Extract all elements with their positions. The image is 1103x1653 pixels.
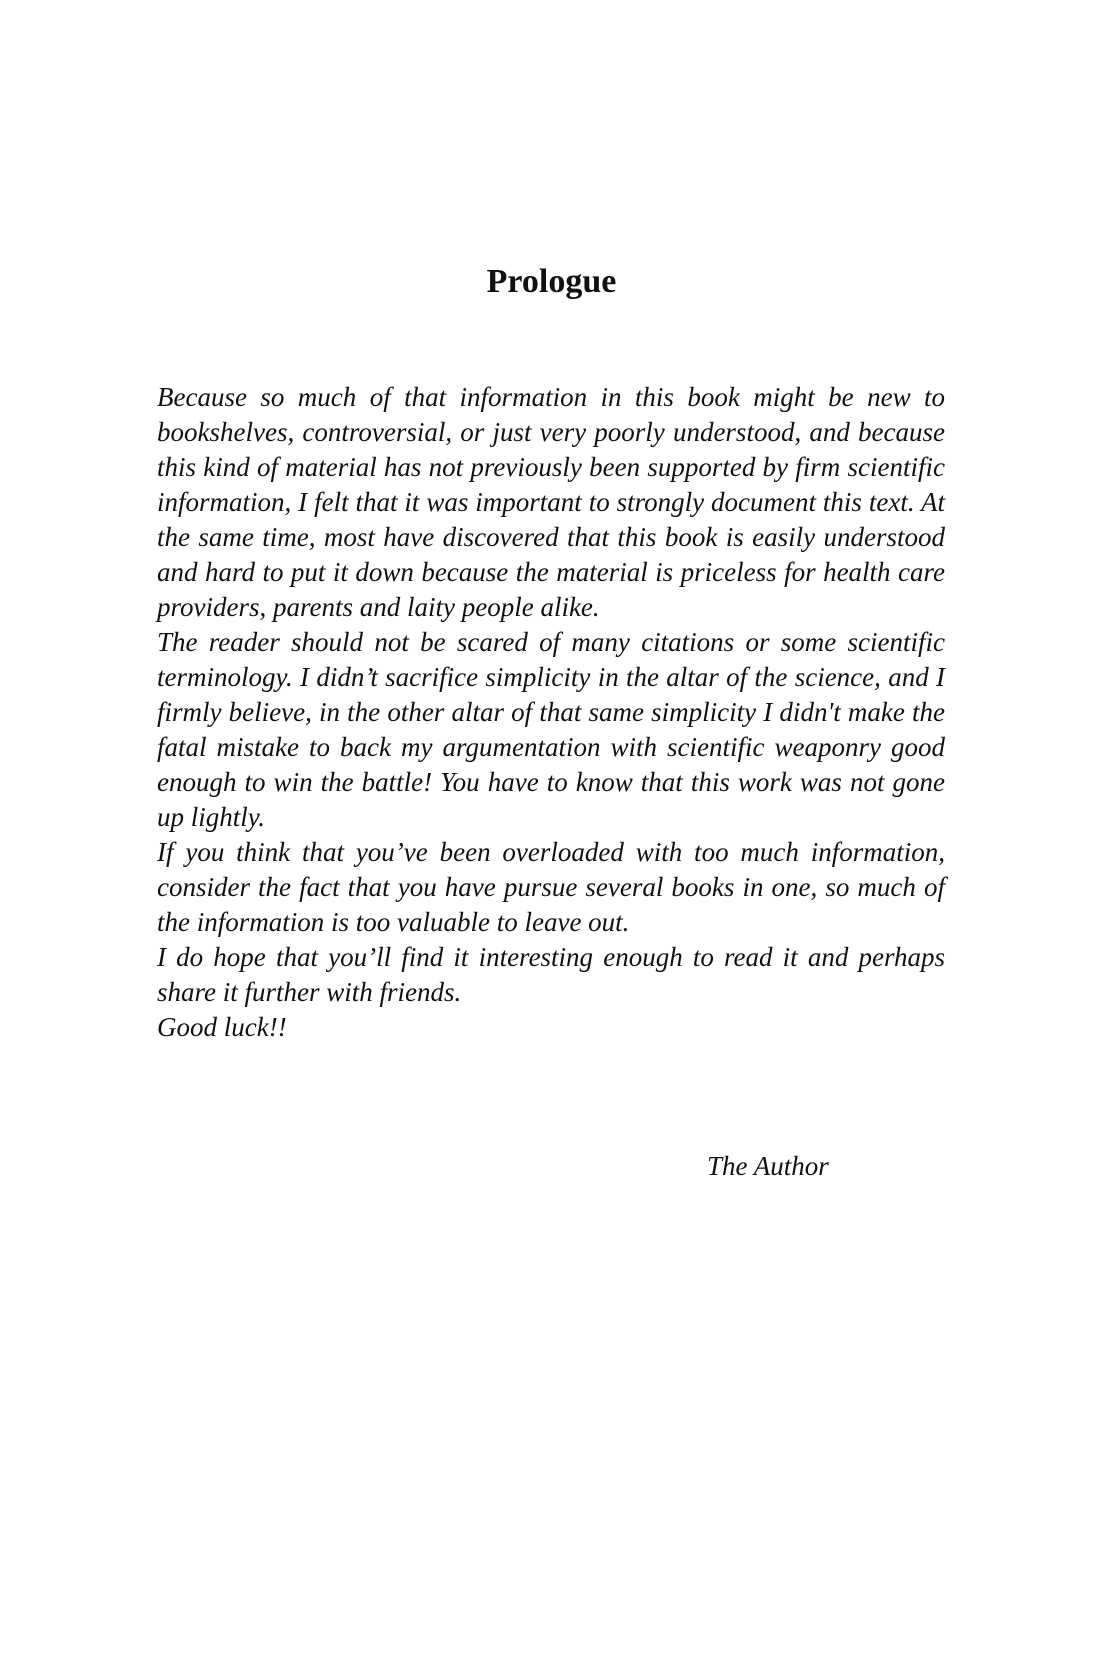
page-title: Prologue [486, 263, 617, 300]
paragraph-intro: Because so much of that information in this book might be new to bookshelves, controversial, or just very poorly understood, and because this kind of material has not previously been supported by firm scientific information, I felt that it was important to strongly document this text. At the same time, most have discovered that this book is easily understood and hard to put it down because the material is priceless for health care providers, parents and laity people alike. [157, 382, 945, 622]
prologue-body [157, 380, 945, 1045]
paragraph-overload: If you think that you’ve been overloaded with too much information, consider the fact that you have pursue several books in one, so much of the information is too valuable to leave out. [157, 837, 945, 937]
author-signature: The Author [707, 1151, 829, 1181]
paragraph-terminology: The reader should not be scared of many citations or some scientific terminology. I didn’t sacrifice simplicity in the altar of the science, and I firmly believe, in the other altar of that same simplicity I didn't make the fatal mistake to back my argumentation with scientific weaponry good enough to win the battle! You have to know that this work was not gone up lightly. [157, 627, 945, 832]
paragraph-good-luck: Good luck!! [157, 1012, 287, 1042]
paragraph-hope: I do hope that you’ll find it interesting enough to read it and perhaps share it further with friends. [157, 942, 945, 1007]
